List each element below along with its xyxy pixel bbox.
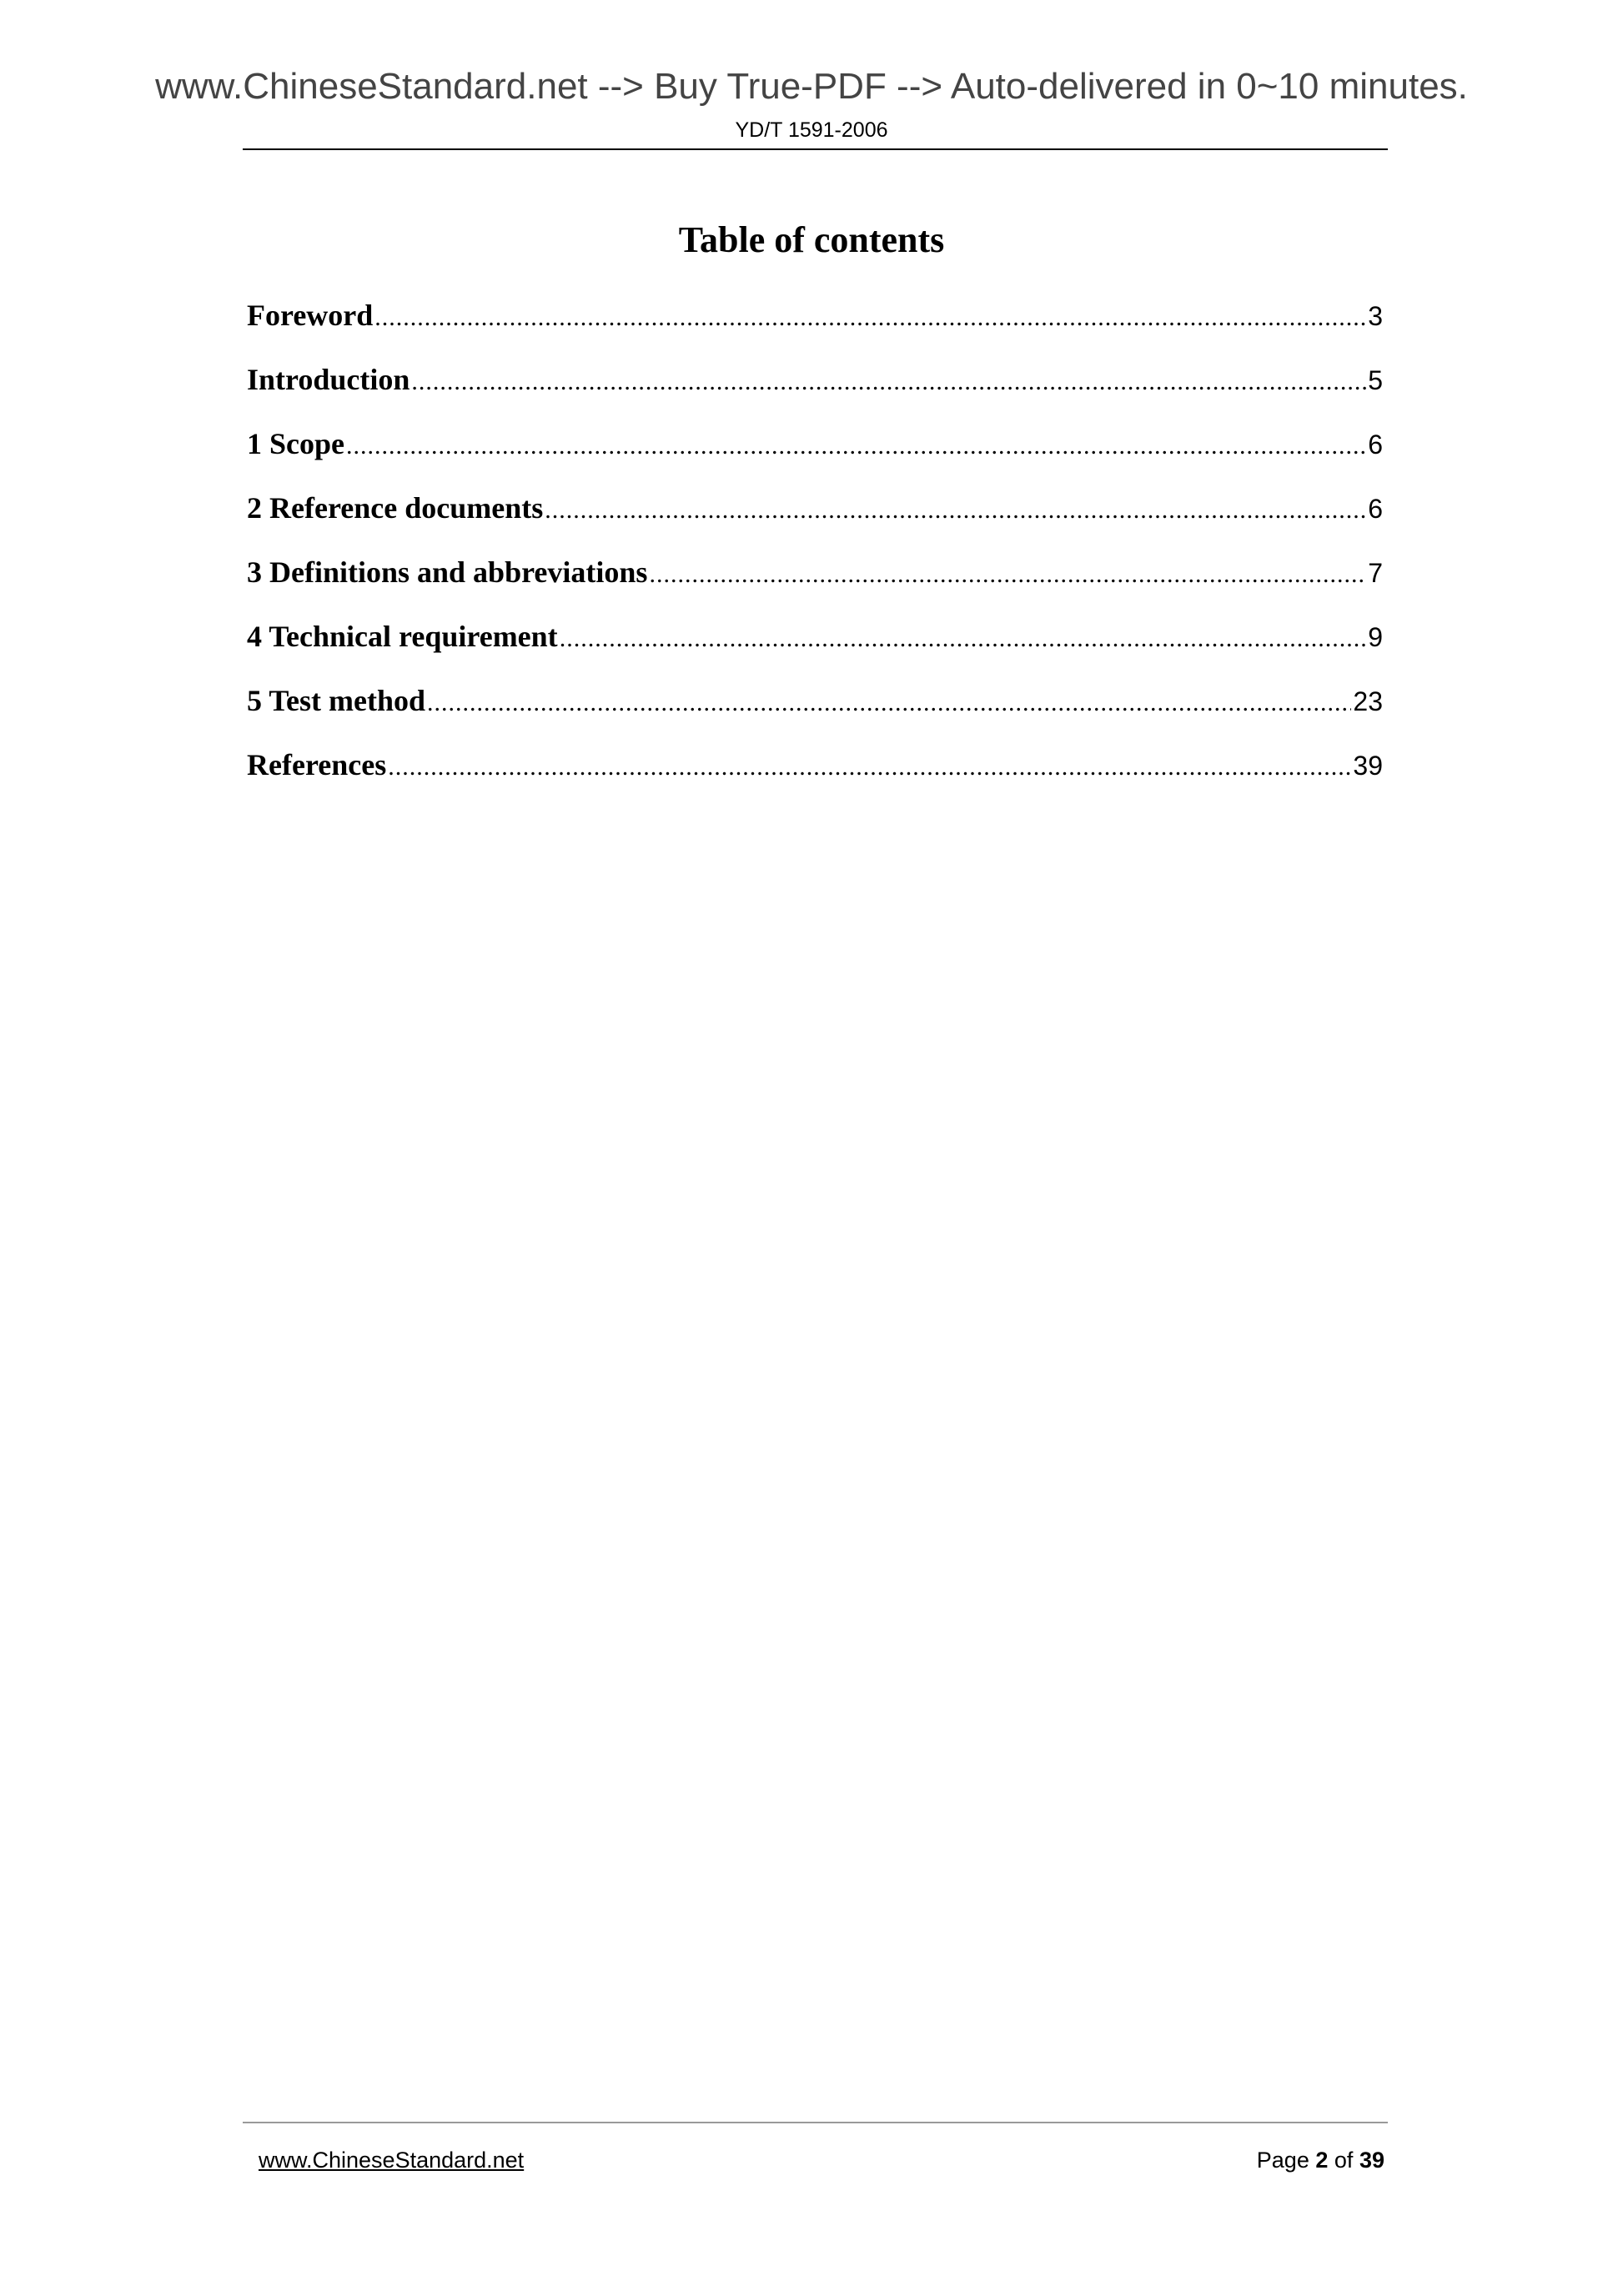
toc-entry-page: 39 — [1353, 751, 1383, 781]
current-page: 2 — [1315, 2148, 1329, 2173]
toc-entry-page: 23 — [1353, 686, 1383, 716]
toc-dot-leader — [388, 741, 1351, 794]
footer-website-link[interactable]: www.ChineseStandard.net — [259, 2148, 525, 2173]
toc-entry-foreword[interactable] — [247, 289, 1383, 353]
toc-entry-page: 3 — [1368, 301, 1383, 331]
page-of: of — [1334, 2148, 1354, 2173]
header-divider — [243, 148, 1388, 150]
toc-entry-label: 2 Reference documents — [247, 491, 544, 525]
footer-page-number — [1257, 2145, 1384, 2175]
toc-entry-test-method[interactable] — [247, 674, 1383, 738]
toc-entry-label: Introduction — [247, 363, 410, 396]
toc-entry-definitions[interactable] — [247, 545, 1383, 610]
toc-entry-label: References — [247, 748, 387, 781]
toc-entry-page: 9 — [1368, 622, 1383, 652]
toc-entry-label: Foreword — [247, 299, 374, 332]
document-code: YD/T 1591-2006 — [735, 118, 888, 142]
toc-entry-label: 3 Definitions and abbreviations — [247, 555, 648, 589]
toc-entry-references[interactable] — [247, 738, 1383, 802]
toc-dot-leader — [374, 291, 1366, 344]
toc-entry-introduction[interactable] — [247, 353, 1383, 417]
toc-entry-label: 4 Technical requirement — [247, 620, 558, 653]
footer-divider — [243, 2122, 1388, 2123]
toc-entry-page: 7 — [1368, 558, 1383, 588]
toc-entry-page: 5 — [1368, 365, 1383, 395]
toc-dot-leader — [560, 612, 1367, 666]
table-of-contents — [247, 289, 1383, 802]
toc-entry-label: 1 Scope — [247, 427, 344, 460]
toc-dot-leader — [545, 484, 1366, 537]
toc-entry-scope[interactable] — [247, 417, 1383, 481]
toc-dot-leader — [427, 676, 1351, 730]
toc-dot-leader — [649, 548, 1366, 601]
page-prefix: Page — [1256, 2148, 1309, 2173]
toc-title: Table of contents — [678, 219, 945, 260]
toc-entry-page: 6 — [1368, 494, 1383, 524]
toc-entry-page: 6 — [1368, 430, 1383, 460]
total-pages: 39 — [1359, 2148, 1384, 2173]
toc-dot-leader — [346, 420, 1366, 473]
toc-dot-leader — [411, 355, 1366, 409]
toc-entry-technical-requirement[interactable] — [247, 610, 1383, 674]
header-banner: www.ChineseStandard.net --> Buy True-PDF --> Auto-delivered in 0~10 minutes. — [155, 66, 1468, 107]
toc-entry-reference-documents[interactable] — [247, 481, 1383, 545]
toc-entry-label: 5 Test method — [247, 684, 426, 717]
